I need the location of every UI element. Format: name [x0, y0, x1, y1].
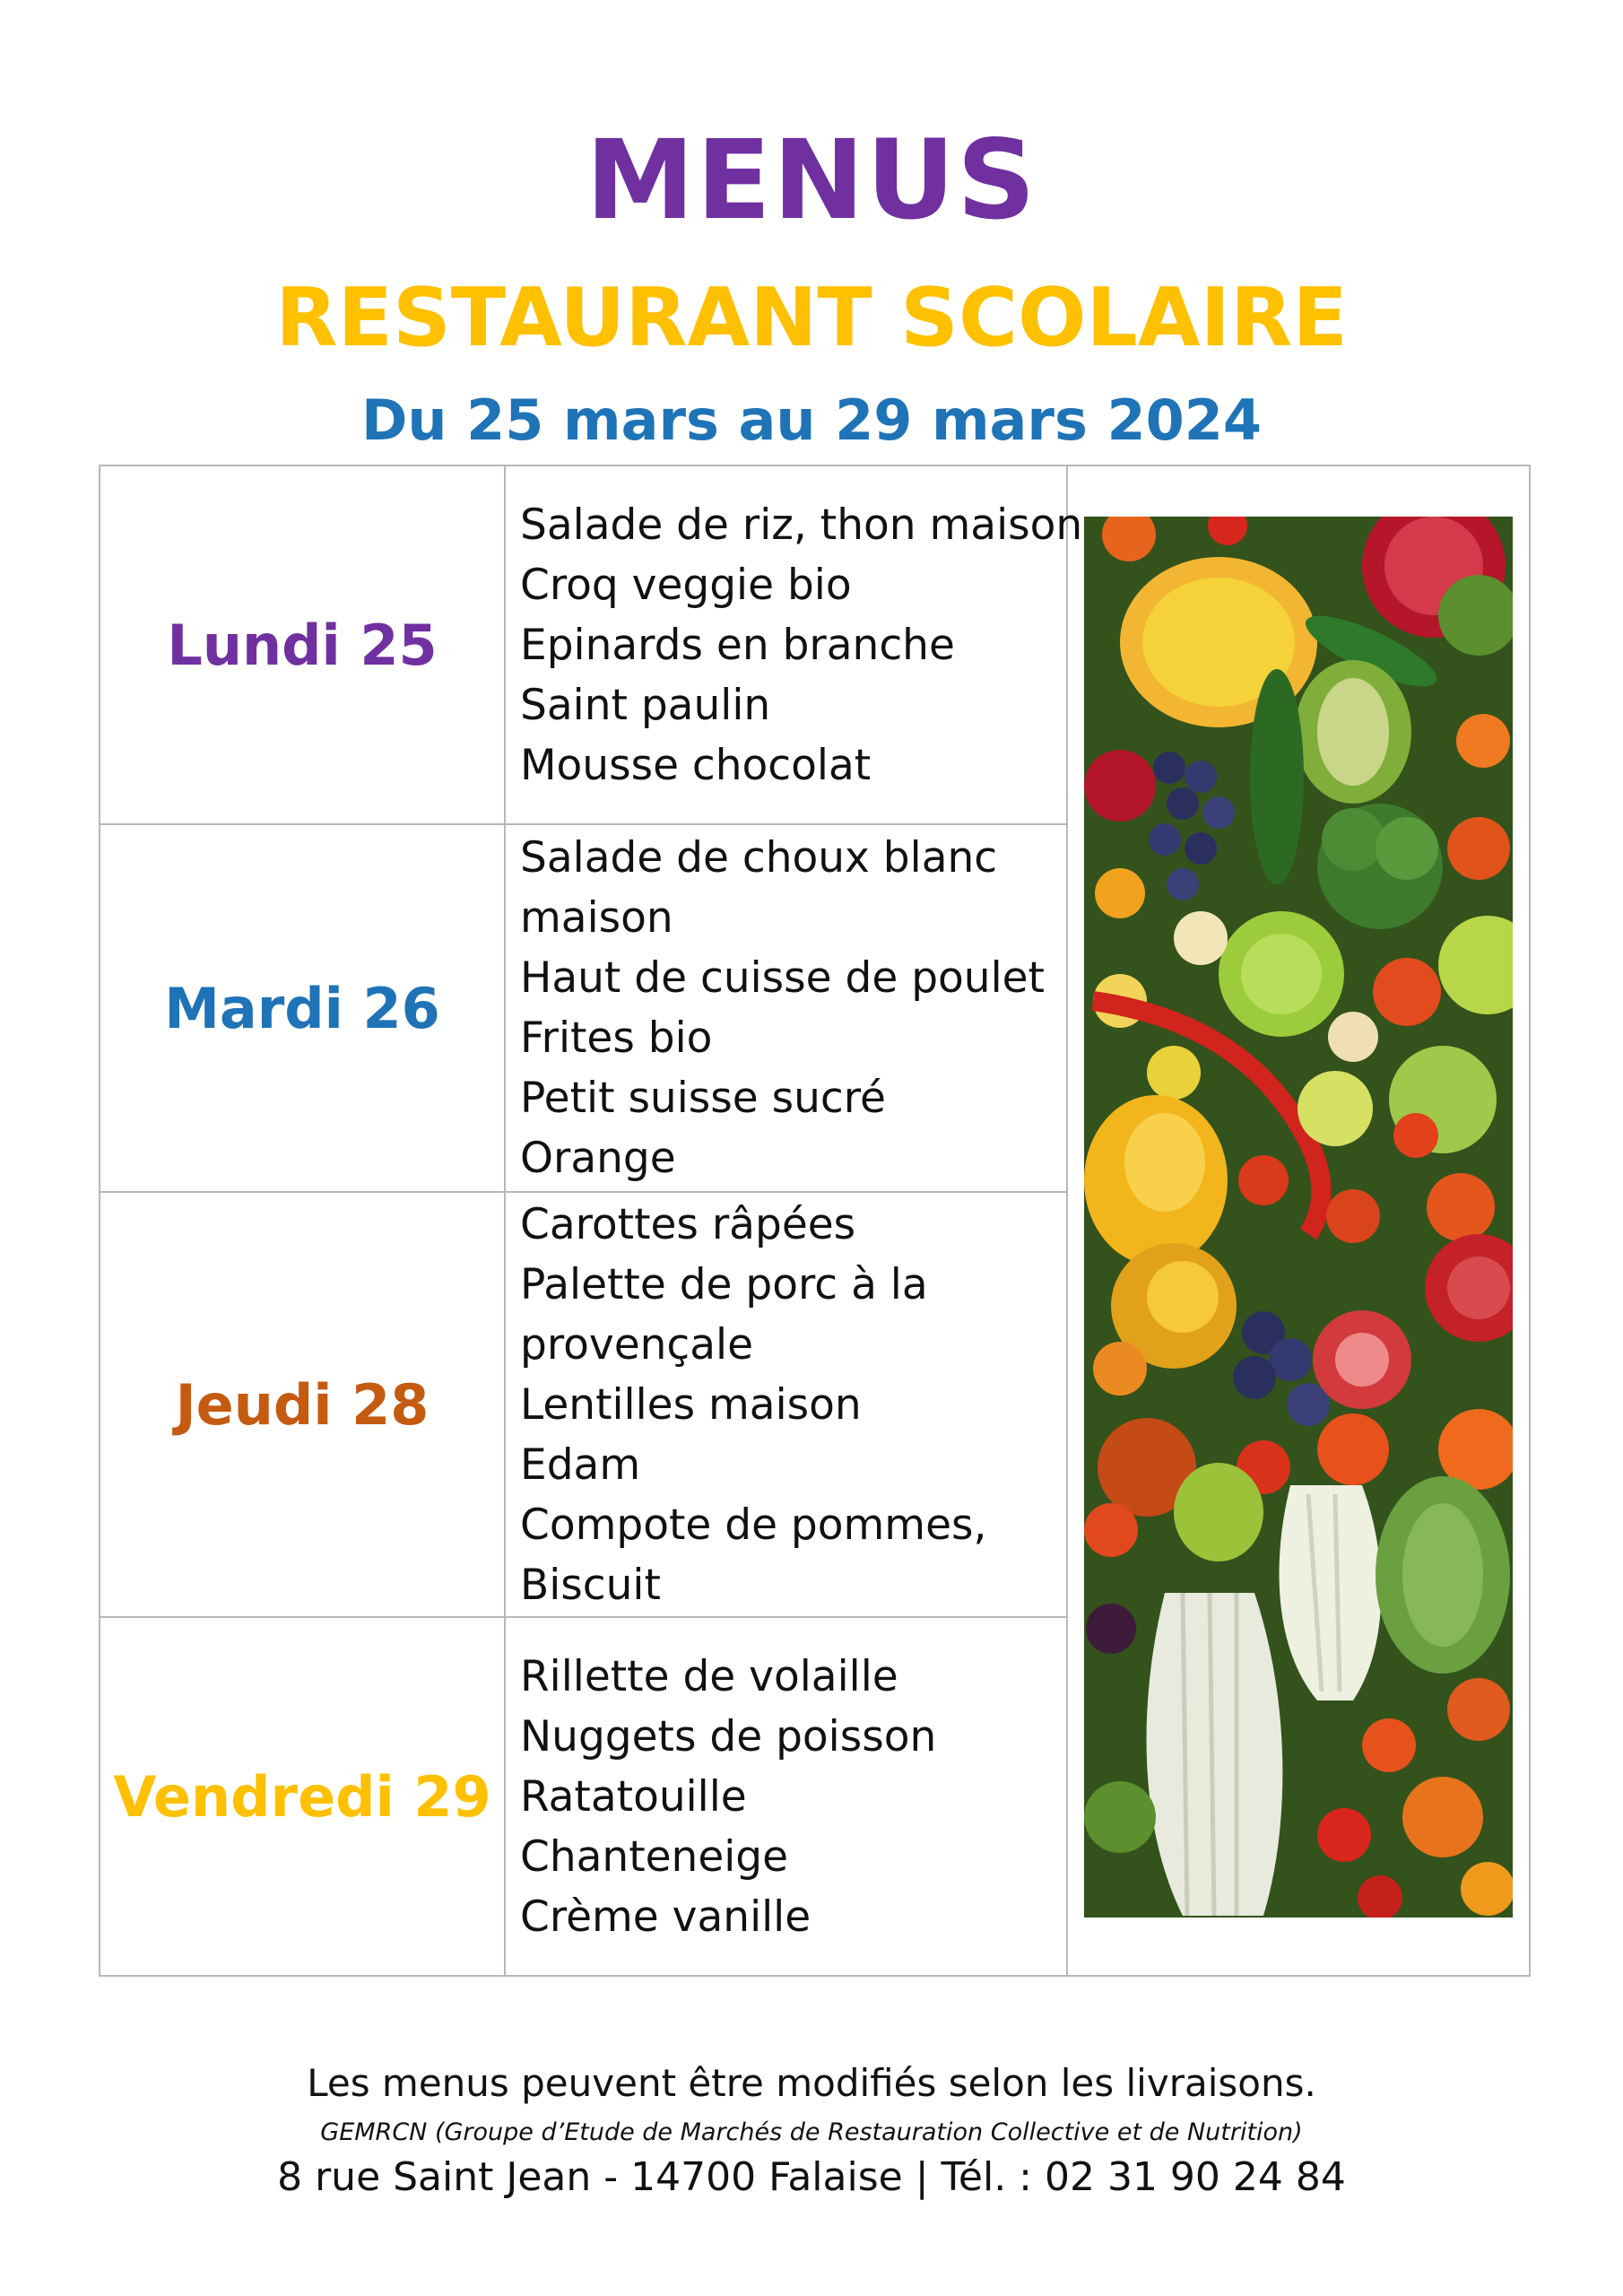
dish-item: Saint paulin [520, 680, 771, 730]
dish-item: Crème vanille [520, 1892, 812, 1942]
dish-item: Rillette de volaille [520, 1651, 898, 1701]
dish-cell [505, 465, 1083, 824]
dish-cell [505, 1617, 1067, 1976]
dish-item: Palette de porc à la [520, 1259, 928, 1309]
dish-item: Petit suisse sucré [520, 1074, 886, 1123]
page-title: MENUS [586, 117, 1037, 244]
dish-item: Compote de pommes, [520, 1500, 987, 1550]
dish-cell [505, 1192, 1067, 1617]
dish-item: Frites bio [520, 1013, 713, 1063]
dish-item: Salade de choux blanc [520, 833, 998, 883]
day-label: Jeudi 28 [100, 1192, 505, 1617]
menu-notice: Les menus peuvent être modifiés selon les livraisons. [307, 2061, 1316, 2105]
dish-item: Chanteneige [520, 1831, 789, 1882]
dish-item: Edam [520, 1439, 641, 1490]
vegetables-photo-icon [1084, 517, 1513, 1918]
gemrcn-note: GEMRCN (Groupe d’Etude de Marchés de Restauration Collective et de Nutrition) [320, 2118, 1303, 2146]
dish-item: Epinards en branche [520, 620, 955, 670]
day-label: Vendredi 29 [100, 1617, 505, 1976]
dish-item: Orange [520, 1134, 676, 1183]
dish-item: Croq veggie bio [520, 560, 852, 610]
page-subtitle: RESTAURANT SCOLAIRE [275, 271, 1348, 365]
dish-item: provençale [520, 1319, 754, 1370]
date-range: Du 25 mars au 29 mars 2024 [360, 387, 1263, 453]
dish-item: Ratatouille [520, 1771, 747, 1822]
dish-item: maison [520, 893, 673, 943]
menu-table [99, 465, 1531, 1977]
dish-cell [505, 824, 1067, 1192]
dish-list [506, 828, 1066, 1188]
day-label: Lundi 25 [100, 465, 505, 824]
dish-item: Lentilles maison [520, 1379, 862, 1430]
dish-item: Biscuit [520, 1560, 661, 1610]
dish-item: Haut de cuisse de poulet [520, 953, 1045, 1003]
day-label: Mardi 26 [100, 824, 505, 1192]
dish-list [506, 1195, 1066, 1615]
dish-list [506, 495, 1083, 796]
dish-item: Nuggets de poisson [520, 1711, 937, 1761]
image-cell [1067, 465, 1530, 1976]
menu-row-lundi [100, 465, 1530, 824]
dish-item: Carottes râpées [520, 1199, 856, 1249]
contact-address: 8 rue Saint Jean - 14700 Falaise | Tél. : 02 31 90 24 84 [277, 2154, 1346, 2200]
dish-item: Salade de riz, thon maison [520, 500, 1083, 550]
dish-item: Mousse chocolat [520, 740, 872, 790]
dish-list [506, 1647, 1066, 1947]
